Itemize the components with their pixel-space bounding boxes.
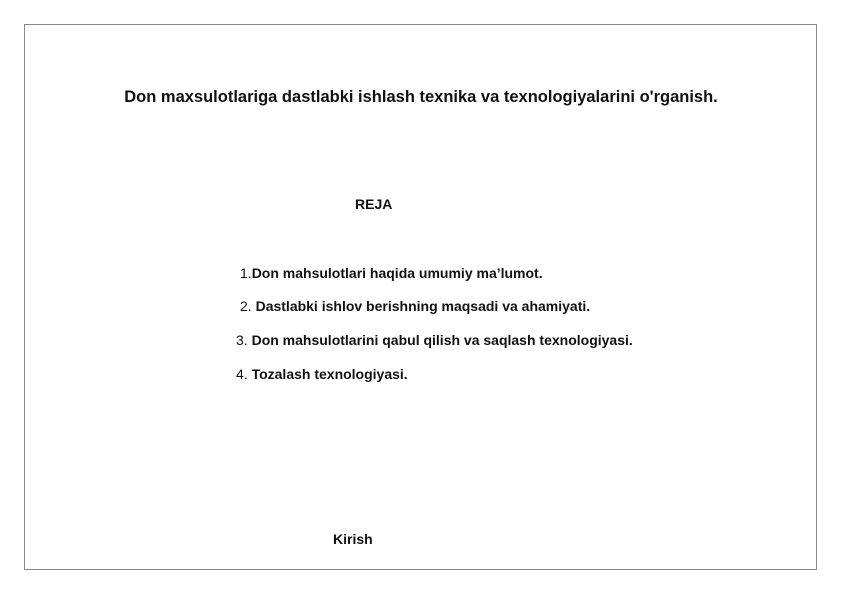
plan-heading: REJA [355, 196, 393, 212]
plan-item [236, 366, 408, 382]
plan-item-text: Tozalash texnologiyasi. [251, 366, 408, 382]
plan-item-text: Dastlabki ishlov berishning maqsadi va ahamiyati. [255, 298, 591, 314]
document-title: Don maxsulotlariga dastlabki ishlash texnika va texnologiyalarini o'rganish. [124, 88, 718, 106]
plan-item [240, 298, 590, 314]
plan-item-number: 4. [236, 366, 252, 382]
section-heading: Kirish [333, 531, 373, 547]
plan-item-number: 3. [236, 332, 252, 348]
plan-item-text: Don mahsulotlari haqida umumiy ma’lumot. [251, 265, 543, 281]
plan-item [236, 332, 633, 348]
plan-item-text: Don mahsulotlarini qabul qilish va saqlash texnologiyasi. [251, 332, 633, 348]
plan-item-number: 1. [240, 265, 252, 281]
plan-item-number: 2. [240, 298, 256, 314]
plan-item [240, 265, 543, 281]
